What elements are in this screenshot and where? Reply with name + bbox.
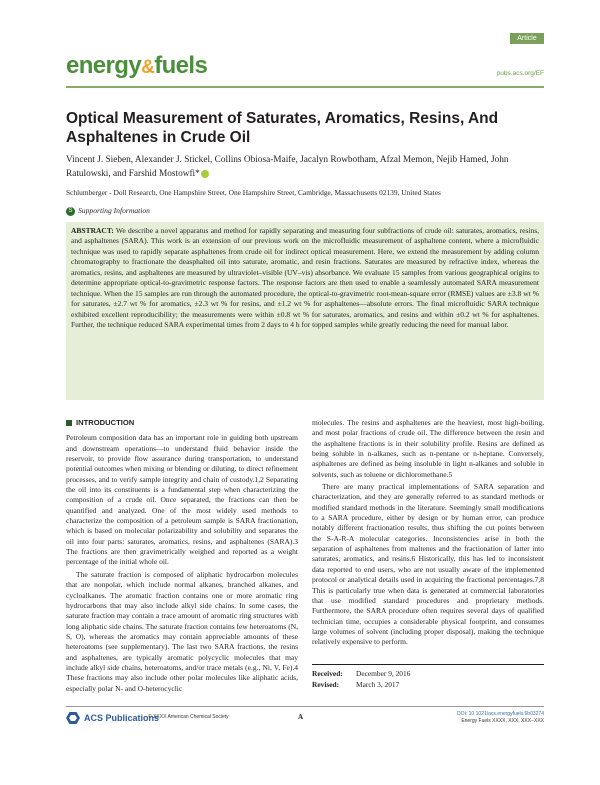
- received-label: Received:: [312, 669, 343, 678]
- orcid-icon[interactable]: [201, 170, 209, 178]
- article-dates: [312, 664, 544, 690]
- abstract-text: We describe a novel apparatus and method for rapidly separating and measuring four subfractions of crude oil: saturates, aromatics, resins, and asphaltenes (SARA). This work is an extension of our previous work on the microfluidic measurement of asphaltene content, where a microfluidic technique was used to rapidly separate asphaltenes from crude oil for indirect optical measurement. Here, we extend the measurement by adding column chromatography to fractionate the deasphalted oil into saturate, aromatic, and resin fractions. Saturates are measured by refractive index, whereas the aromatics, resins, and asphaltenes are measured by ultraviolet–visible (UV–vis) absorbance. We evaluate 15 samples from various geographical origins to determine appropriate optical-to-gravimetric response factors. The response factors are then used to enable a seamlessly automated SARA measurement technique. When the 15 samples are run through the automated procedure, the optical-to-gravimetric root-mean-square error (RMSE) values are ±3.8 wt % for saturates, ±2.7 wt % for aromatics, ±2.3 wt % for resins, and ±1.2 wt % for asphaltenes—absolute errors. The final microfluidic SARA technique exhibited excellent reproducibility; the measurements were within ±0.8 wt % for saturates, aromatics, and resins and within ±0.2 wt % for asphaltenes. Further, the technique reduced SARA experimental times from 2 days to 4 h for topped samples while greatly reducing the need for manual labor.: [71, 226, 539, 330]
- supporting-info-label: Supporting Information: [78, 206, 150, 215]
- abstract-label: ABSTRACT:: [71, 226, 114, 235]
- acs-hexagon-icon: [66, 712, 80, 724]
- copyright-notice: © XXXX American Chemical Society: [148, 714, 229, 720]
- revised-label: Revised:: [312, 680, 340, 689]
- citation-text: Energy Fuels XXXX, XXX, XXX−XXX: [461, 718, 544, 724]
- doi-block: [457, 711, 544, 725]
- journal-logo: [66, 52, 207, 82]
- revised-date: March 3, 2017: [356, 680, 400, 689]
- acs-publications-logo[interactable]: [66, 712, 159, 724]
- author-names: Vincent J. Sieben, Alexander J. Stickel, Collins Obiosa-Maife, Jacalyn Rowbotham, Afzal Memon, Nejib Hamed, John Ratulowski, and Farshid Mostowfi*: [66, 155, 509, 179]
- section-square-icon: [66, 420, 72, 426]
- logo-text-energy: energy: [66, 52, 142, 79]
- section-heading: [66, 418, 298, 428]
- intro-paragraph-1: Petroleum composition data has an important role in guiding both upstream and downstream operations—to understand fluid behavior inside the reservoir, to provide flow assurance during transportation, to understand potential outcomes when mixing or blending or diluting, to direct refinement processes, and to verify sample integrity and chain of custody.1,2 Separating the oil into its constituents is a fundamental step when characterizing the composition of a crude oil. Once separated, the fractions can then be quantified and analyzed. One of the most widely used methods to characterize the composition of a petroleum sample is SARA fractionation, which is based on molecular polarizability and solubility and separates the oil into four parts: saturates, aromatics, resins, and asphaltenes (SARA).3 The fractions are then gravimetrically weighed and reported as a weight percentage of the initial whole oil.: [66, 433, 298, 567]
- doi-link[interactable]: DOI: 10.1021/acs.energyfuels.6b03274: [456, 711, 544, 717]
- intro-paragraph-3: molecules. The resins and asphaltenes are the heaviest, most high-boiling, and most polar fractions of crude oil. The difference between the resin and the asphaltene fractions is in their solubility profile. Resins are defined as being soluble in n-alkanes, such as n-pentane or n-heptane. Conversely, asphaltenes are defined as being insoluble in light n-alkanes and soluble in solvents, such as toluene or dichloromethane.5: [312, 418, 544, 479]
- intro-paragraph-4: There are many practical implementations of SARA separation and characterization, and they are generally referred to as standard methods or modified standard methods in the literature. Seemingly small modifications to a SARA procedure, either by design or by human error, can produce notably different fractionation results, thus shifting the cut points between the S-A-R-A molecular categories. Inconsistencies arise in both the separation of asphaltenes from maltenes and the fractionation of latter into saturates, aromatics, and resins.6 Historically, this has led to inconsistent data reported to end users, who are not usually aware of the implemented protocol or analytical details used in acquiring the fractional percentages.7,8 This is particularly true when data is generated at commercial laboratories that use modified standard procedures and proprietary methods. Furthermore, the SARA procedure often requires several days of qualified technician time, occupies a considerable physical footprint, and consumes large volumes of solvent (including proper disposal), making the technique relatively expensive to perform.: [312, 482, 544, 647]
- affiliation: Schlumberger - Doll Research, One Hampshire Street, One Hampshire Street, Cambridge, Massachusetts 02139, United States: [66, 188, 441, 197]
- publisher-name: ACS Publications: [84, 713, 160, 723]
- author-list: [66, 153, 536, 181]
- abstract-box: [66, 222, 544, 400]
- supporting-information-link[interactable]: [66, 206, 150, 216]
- logo-ampersand: &: [141, 57, 155, 78]
- supporting-info-icon: S: [66, 207, 75, 216]
- right-column: [312, 418, 544, 650]
- logo-text-fuels: fuels: [154, 52, 208, 79]
- journal-url-link[interactable]: pubs.acs.org/EF: [496, 70, 544, 77]
- received-date: December 9, 2016: [356, 669, 411, 678]
- article-type-badge: Article: [510, 33, 544, 44]
- section-heading-text: INTRODUCTION: [76, 418, 135, 427]
- footer-divider: [66, 706, 544, 707]
- article-title: Optical Measurement of Saturates, Aromatics, Resins, And Asphaltenes in Crude Oil: [66, 110, 499, 146]
- page-number: A: [298, 713, 304, 721]
- revised-row: [312, 679, 544, 690]
- intro-paragraph-2: The saturate fraction is composed of aliphatic hydrocarbon molecules that are nonpolar, which include normal alkanes, branched alkanes, and cycloalkanes. The aromatic fraction contains one or more aromatic ring hydrocarbons that may also include alkyl side chains. In some cases, the saturate fraction may contain a trace amount of aromatic ring structures with long aliphatic side chains. The saturate fraction contains few heteroatoms (N, S, O), whereas the aromatics may contain appreciable amounts of these heteroatoms (see supplementary). The last two SARA fractions, the resins and asphaltenes, are typically aromatic polycyclic molecules that may include alkyl side chains, heteroatoms, and/or trace metals (e.g., Ni, V, Fe).4 These fractions may also include other polar molecules like aliphatic acids, especially polar N- and O-heterocyclic: [66, 569, 298, 693]
- left-column: [66, 418, 298, 696]
- header-divider: [66, 86, 544, 88]
- dates-divider: [312, 664, 544, 665]
- received-row: [312, 668, 544, 679]
